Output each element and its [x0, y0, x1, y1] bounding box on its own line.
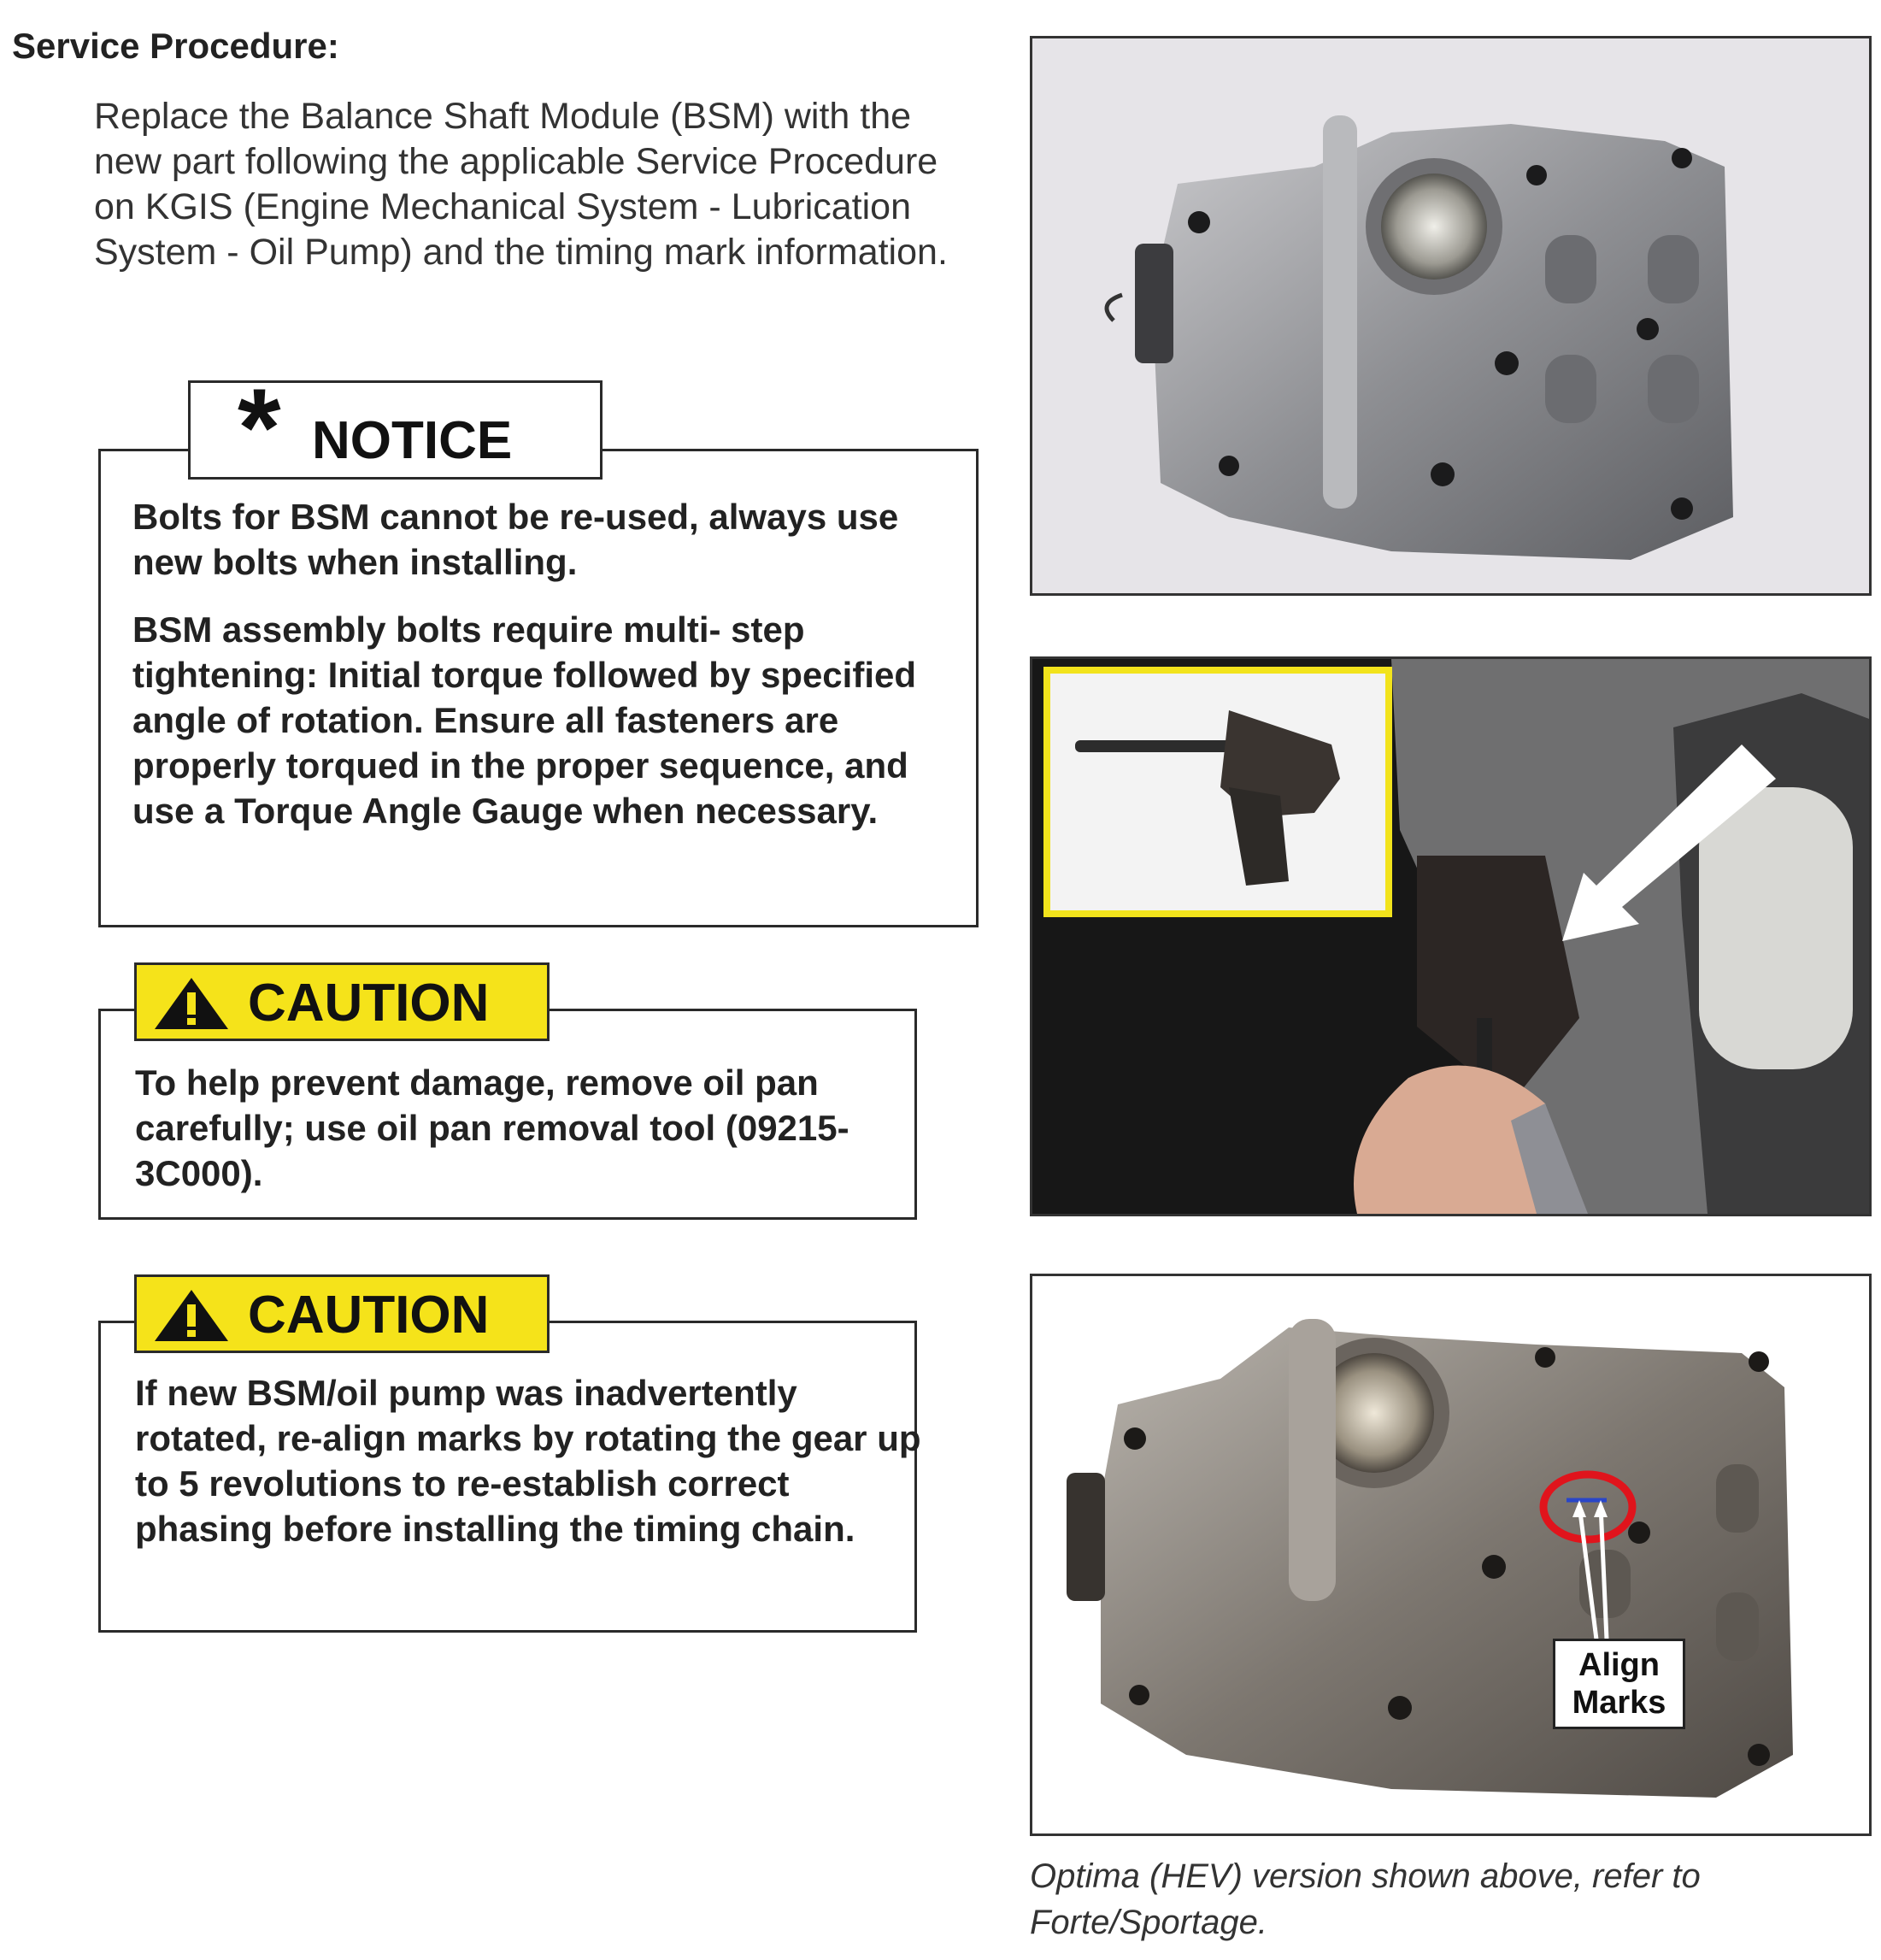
warning-triangle-icon — [152, 975, 231, 1032]
notice-text — [132, 494, 961, 856]
bsm-module-photo — [1030, 36, 1872, 596]
intro-paragraph: Replace the Balance Shaft Module (BSM) with the new part following the applicable Service Procedure on KGIS (Engine Mechanical System - Lubrication System - Oil Pump) and the timing mark information. — [94, 96, 948, 273]
notice-label: NOTICE — [312, 411, 513, 470]
align-label-line: Marks — [1572, 1685, 1666, 1721]
section-title: Service Procedure: — [12, 26, 339, 66]
caution-label: CAUTION — [248, 974, 490, 1033]
notice-asterisk-icon: * — [238, 365, 281, 490]
caution-header — [134, 962, 550, 1041]
caution-text: To help prevent damage, remove oil pan carefully; use oil pan removal tool (09215-3C000). — [135, 1062, 849, 1193]
photo-caption: Optima (HEV) version shown above, refer to Forte/Sportage. — [1030, 1857, 1701, 1941]
caution-text: If new BSM/oil pump was inadvertently rotated, re-align marks by rotating the gear up to 5 revolutions to re-establish correct phasing before installing the timing chain. — [135, 1373, 921, 1549]
caution-label: CAUTION — [248, 1286, 490, 1345]
align-marks-label — [1553, 1639, 1685, 1729]
notice-paragraph: Bolts for BSM cannot be re-used, always use new bolts when installing. — [132, 497, 899, 582]
align-marks-photo — [1030, 1274, 1872, 1836]
align-label-line: Align — [1578, 1647, 1660, 1683]
warning-triangle-icon — [152, 1287, 231, 1344]
oil-pan-tool-photo — [1030, 656, 1872, 1216]
tool-inset-photo — [1047, 670, 1389, 914]
caution-header — [134, 1274, 550, 1353]
notice-paragraph: BSM assembly bolts require multi- step tightening: Initial torque followed by specified angle of rotation. Ensure all fasteners are properly torqued in the proper sequence, and use a Torque Angle Gauge when necessary. — [132, 609, 917, 831]
